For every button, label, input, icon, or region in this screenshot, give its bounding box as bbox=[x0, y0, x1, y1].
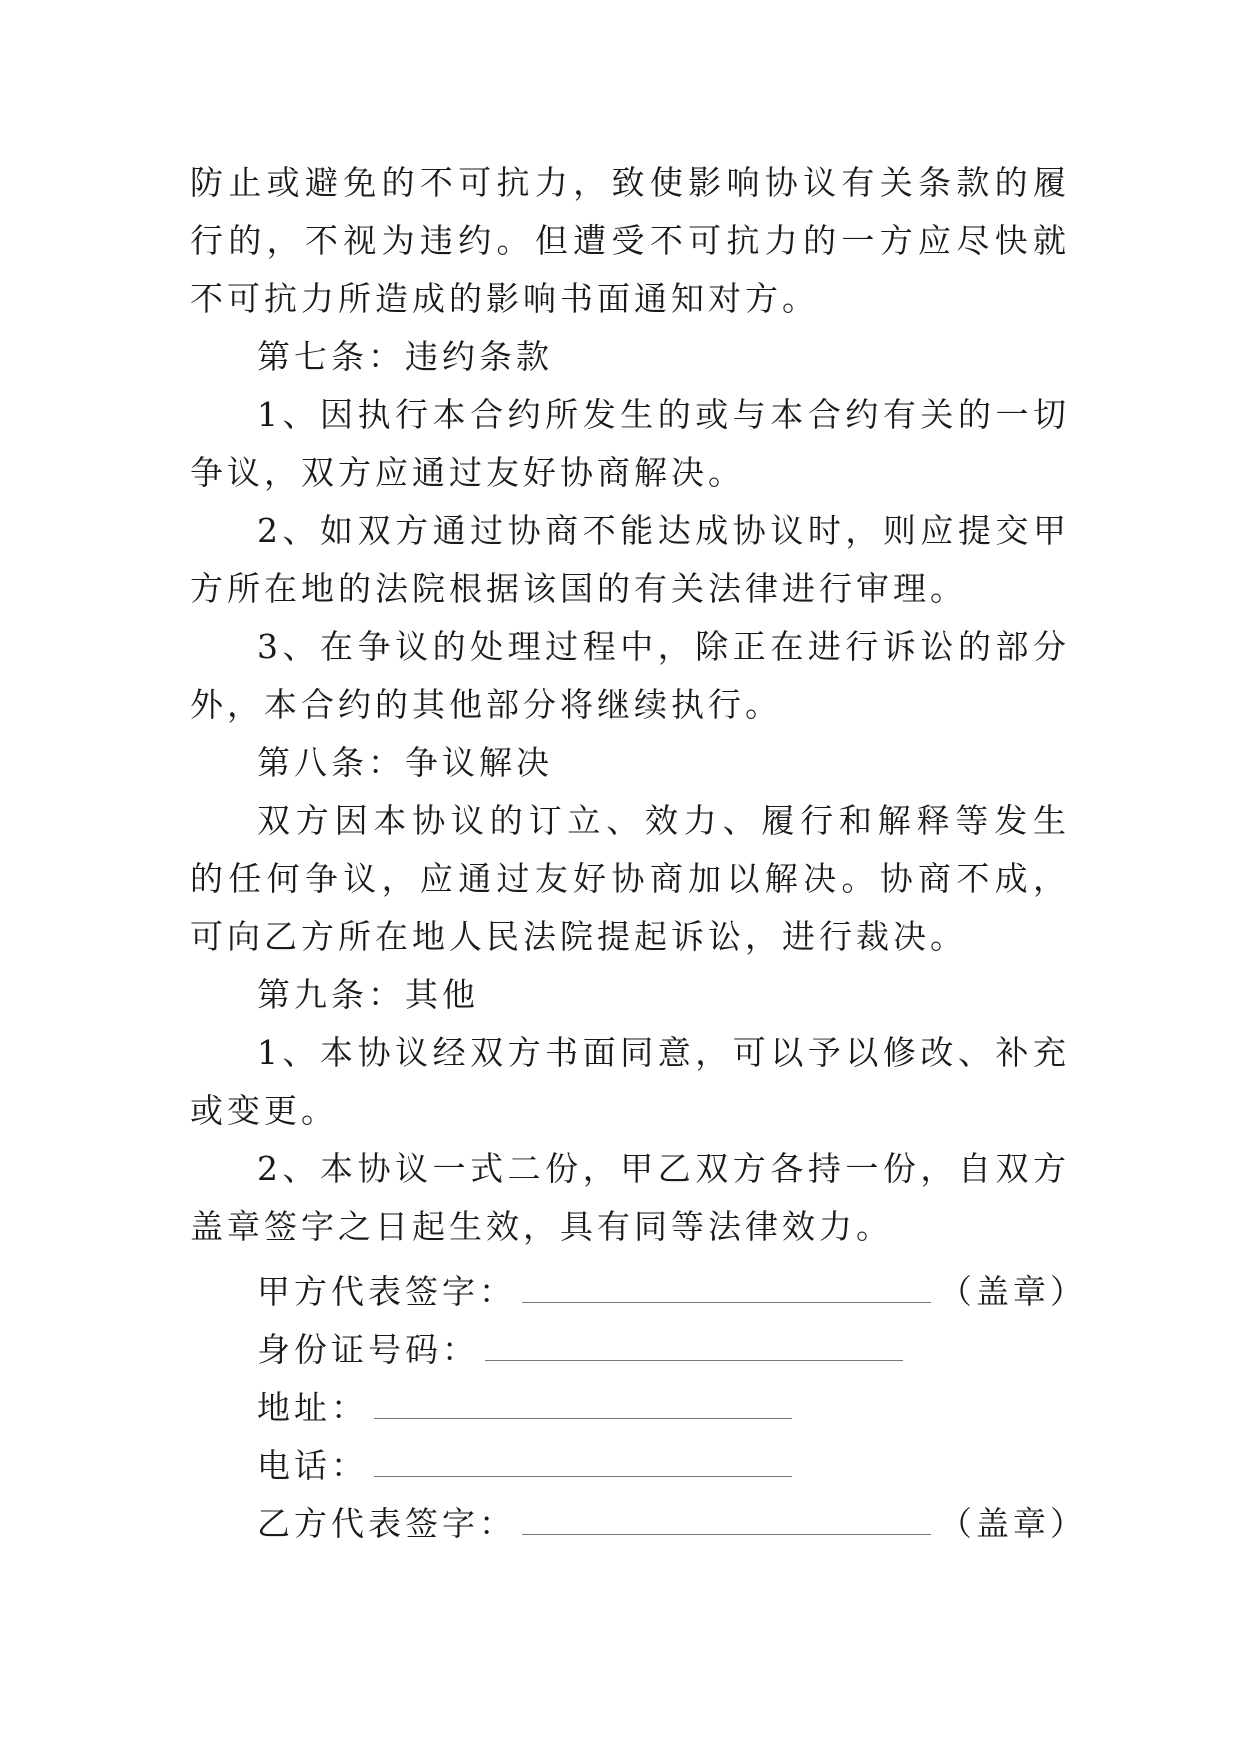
id-number-line bbox=[485, 1322, 903, 1361]
address-row bbox=[257, 1379, 1087, 1437]
address-label: 地址： bbox=[257, 1388, 368, 1427]
party-a-signature-line bbox=[522, 1264, 931, 1303]
party-a-signature-label: 甲方代表签字： bbox=[257, 1272, 516, 1311]
address-line bbox=[374, 1380, 792, 1419]
document-body bbox=[190, 154, 1070, 1256]
paragraph-article-9-item-1: 1、本协议经双方书面同意，可以予以修改、补充或变更。 bbox=[190, 1033, 1070, 1130]
phone-row bbox=[257, 1437, 1087, 1495]
heading-article-8: 第八条：争议解决 bbox=[257, 743, 553, 782]
phone-label: 电话： bbox=[257, 1446, 368, 1485]
party-a-seal-label: （盖章） bbox=[939, 1272, 1087, 1311]
party-b-signature-line bbox=[522, 1496, 931, 1535]
phone-line bbox=[374, 1438, 792, 1477]
id-number-row bbox=[257, 1321, 1087, 1379]
paragraph-article-7-item-1: 1、因执行本合约所发生的或与本合约有关的一切争议，双方应通过友好协商解决。 bbox=[190, 395, 1070, 492]
signature-block bbox=[257, 1263, 1087, 1553]
paragraph-article-7-item-3: 3、在争议的处理过程中，除正在进行诉讼的部分外，本合约的其他部分将继续执行。 bbox=[190, 627, 1070, 724]
heading-article-7: 第七条：违约条款 bbox=[257, 337, 553, 376]
party-b-seal-label: （盖章） bbox=[939, 1504, 1087, 1543]
id-number-label: 身份证号码： bbox=[257, 1330, 479, 1369]
party-b-signature-label: 乙方代表签字： bbox=[257, 1504, 516, 1543]
party-b-signature-row bbox=[257, 1495, 1087, 1553]
heading-article-9: 第九条：其他 bbox=[257, 975, 479, 1014]
party-a-signature-row bbox=[257, 1263, 1087, 1321]
paragraph-article-7-item-2: 2、如双方通过协商不能达成协议时，则应提交甲方所在地的法院根据该国的有关法律进行审理。 bbox=[190, 511, 1070, 608]
paragraph-article-8: 双方因本协议的订立、效力、履行和解释等发生的任何争议，应通过友好协商加以解决。协商不成，可向乙方所在地人民法院提起诉讼，进行裁决。 bbox=[190, 801, 1070, 956]
paragraph-force-majeure-continued: 防止或避免的不可抗力，致使影响协议有关条款的履行的，不视为违约。但遭受不可抗力的一方应尽快就不可抗力所造成的影响书面通知对方。 bbox=[190, 163, 1070, 318]
paragraph-article-9-item-2: 2、本协议一式二份，甲乙双方各持一份，自双方盖章签字之日起生效，具有同等法律效力。 bbox=[190, 1149, 1070, 1246]
